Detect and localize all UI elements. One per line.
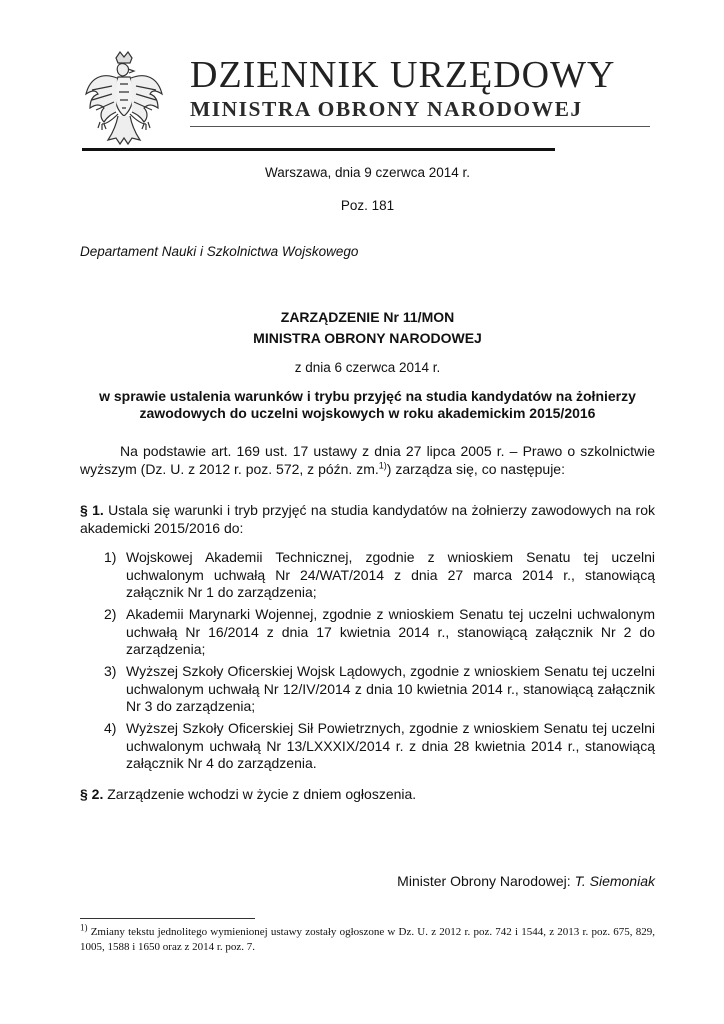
footnote-rule bbox=[80, 918, 255, 919]
list-item bbox=[104, 549, 655, 602]
signature-name: T. Siemoniak bbox=[574, 873, 655, 889]
list-item-text: Wyższej Szkoły Oficerskiej Wojsk Lądowych, zgodnie z wnioskiem Senatu tej uczelni uchwalonym uchwałą Nr 12/IV/2014 z dnia 10 kwietnia 2014 r., stanowiącą załącznik Nr 3 do zarządzenia; bbox=[126, 663, 655, 714]
list-item-number: 3) bbox=[104, 663, 117, 679]
eagle-emblem-icon bbox=[82, 50, 166, 150]
footnote-text: Zmiany tekstu jednolitego wymienionej ustawy zostały ogłoszone w Dz. U. z 2012 r. poz. 742 i 1544, z 2013 r. poz. 675, 829, 1005, 1588 i 1650 oraz z 2014 r. poz. 7. bbox=[80, 926, 655, 953]
signature-role: Minister Obrony Narodowej: bbox=[397, 873, 575, 889]
legal-basis-text: Na podstawie art. 169 ust. 17 ustawy z dnia 27 lipca 2005 r. – Prawo o szkolnictwie wyższym (Dz. U. z 2012 r. poz. 572, z późn. zm. bbox=[80, 443, 655, 477]
footnote-marker: 1) bbox=[80, 922, 88, 933]
list-item-number: 1) bbox=[104, 549, 117, 565]
dateline: Warszawa, dnia 9 czerwca 2014 r. bbox=[264, 165, 471, 180]
section-1-marker: § 1. bbox=[80, 502, 104, 518]
section-2 bbox=[80, 786, 655, 804]
list-item bbox=[104, 606, 655, 659]
journal-title: DZIENNIK URZĘDOWY bbox=[190, 54, 616, 96]
journal-subtitle: MINISTRA OBRONY NARODOWEJ bbox=[190, 97, 583, 121]
masthead-thick-rule bbox=[82, 148, 555, 151]
position-number: Poz. 181 bbox=[340, 198, 395, 213]
section-1-text: Ustala się warunki i tryb przyjęć na studia kandydatów na żołnierzy zawodowych na rok akademicki 2015/2016 do: bbox=[80, 502, 656, 536]
list-item-text: Akademii Marynarki Wojennej, zgodnie z wnioskiem Senatu tej uczelni uchwalonym uchwałą Nr 16/2014 z dnia 17 kwietnia 2014 r., stanowiącą załącznik Nr 2 do zarządzenia; bbox=[126, 606, 655, 657]
order-issuer: MINISTRA OBRONY NARODOWEJ bbox=[253, 330, 482, 346]
list-item-text: Wojskowej Akademii Technicznej, zgodnie z wnioskiem Senatu tej uczelni uchwalonym uchwałą Nr 24/WAT/2014 z dnia 27 marca 2014 r., stanowiącą załącznik Nr 1 do zarządzenia; bbox=[126, 549, 655, 600]
list-item bbox=[104, 663, 655, 716]
list-item-number: 4) bbox=[104, 720, 117, 736]
order-date: z dnia 6 czerwca 2014 r. bbox=[294, 360, 441, 375]
legal-basis-ending: ) zarządza się, co następuje: bbox=[386, 460, 565, 477]
signature bbox=[397, 873, 655, 889]
department-name: Departament Nauki i Szkolnictwa Wojskowego bbox=[80, 244, 359, 259]
section-2-text: Zarządzenie wchodzi w życie z dniem ogłoszenia. bbox=[103, 786, 417, 802]
footnote-reference: 1) bbox=[378, 459, 387, 470]
order-title bbox=[80, 307, 655, 349]
section-1 bbox=[80, 502, 655, 537]
list-item bbox=[104, 720, 655, 773]
order-subject: w sprawie ustalenia warunków i trybu przyjęć na studia kandydatów na żołnierzy zawodowych do uczelni wojskowych w roku akademickim 2015/2016 bbox=[99, 388, 636, 421]
masthead bbox=[190, 55, 660, 122]
section-2-marker: § 2. bbox=[80, 786, 104, 802]
legal-basis-paragraph bbox=[80, 443, 655, 478]
list-item-number: 2) bbox=[104, 606, 117, 622]
order-number: ZARZĄDZENIE Nr 11/MON bbox=[280, 309, 455, 325]
masthead-thin-rule bbox=[190, 126, 650, 127]
footnote bbox=[80, 922, 655, 955]
list-item-text: Wyższej Szkoły Oficerskiej Sił Powietrznych, zgodnie z wnioskiem Senatu tej uczelni uchwalonym uchwałą Nr 13/LXXXIX/2014 r. z dnia 28 kwietnia 2014 r., stanowiącą załącznik Nr 4 do zarządzenia. bbox=[126, 720, 655, 771]
